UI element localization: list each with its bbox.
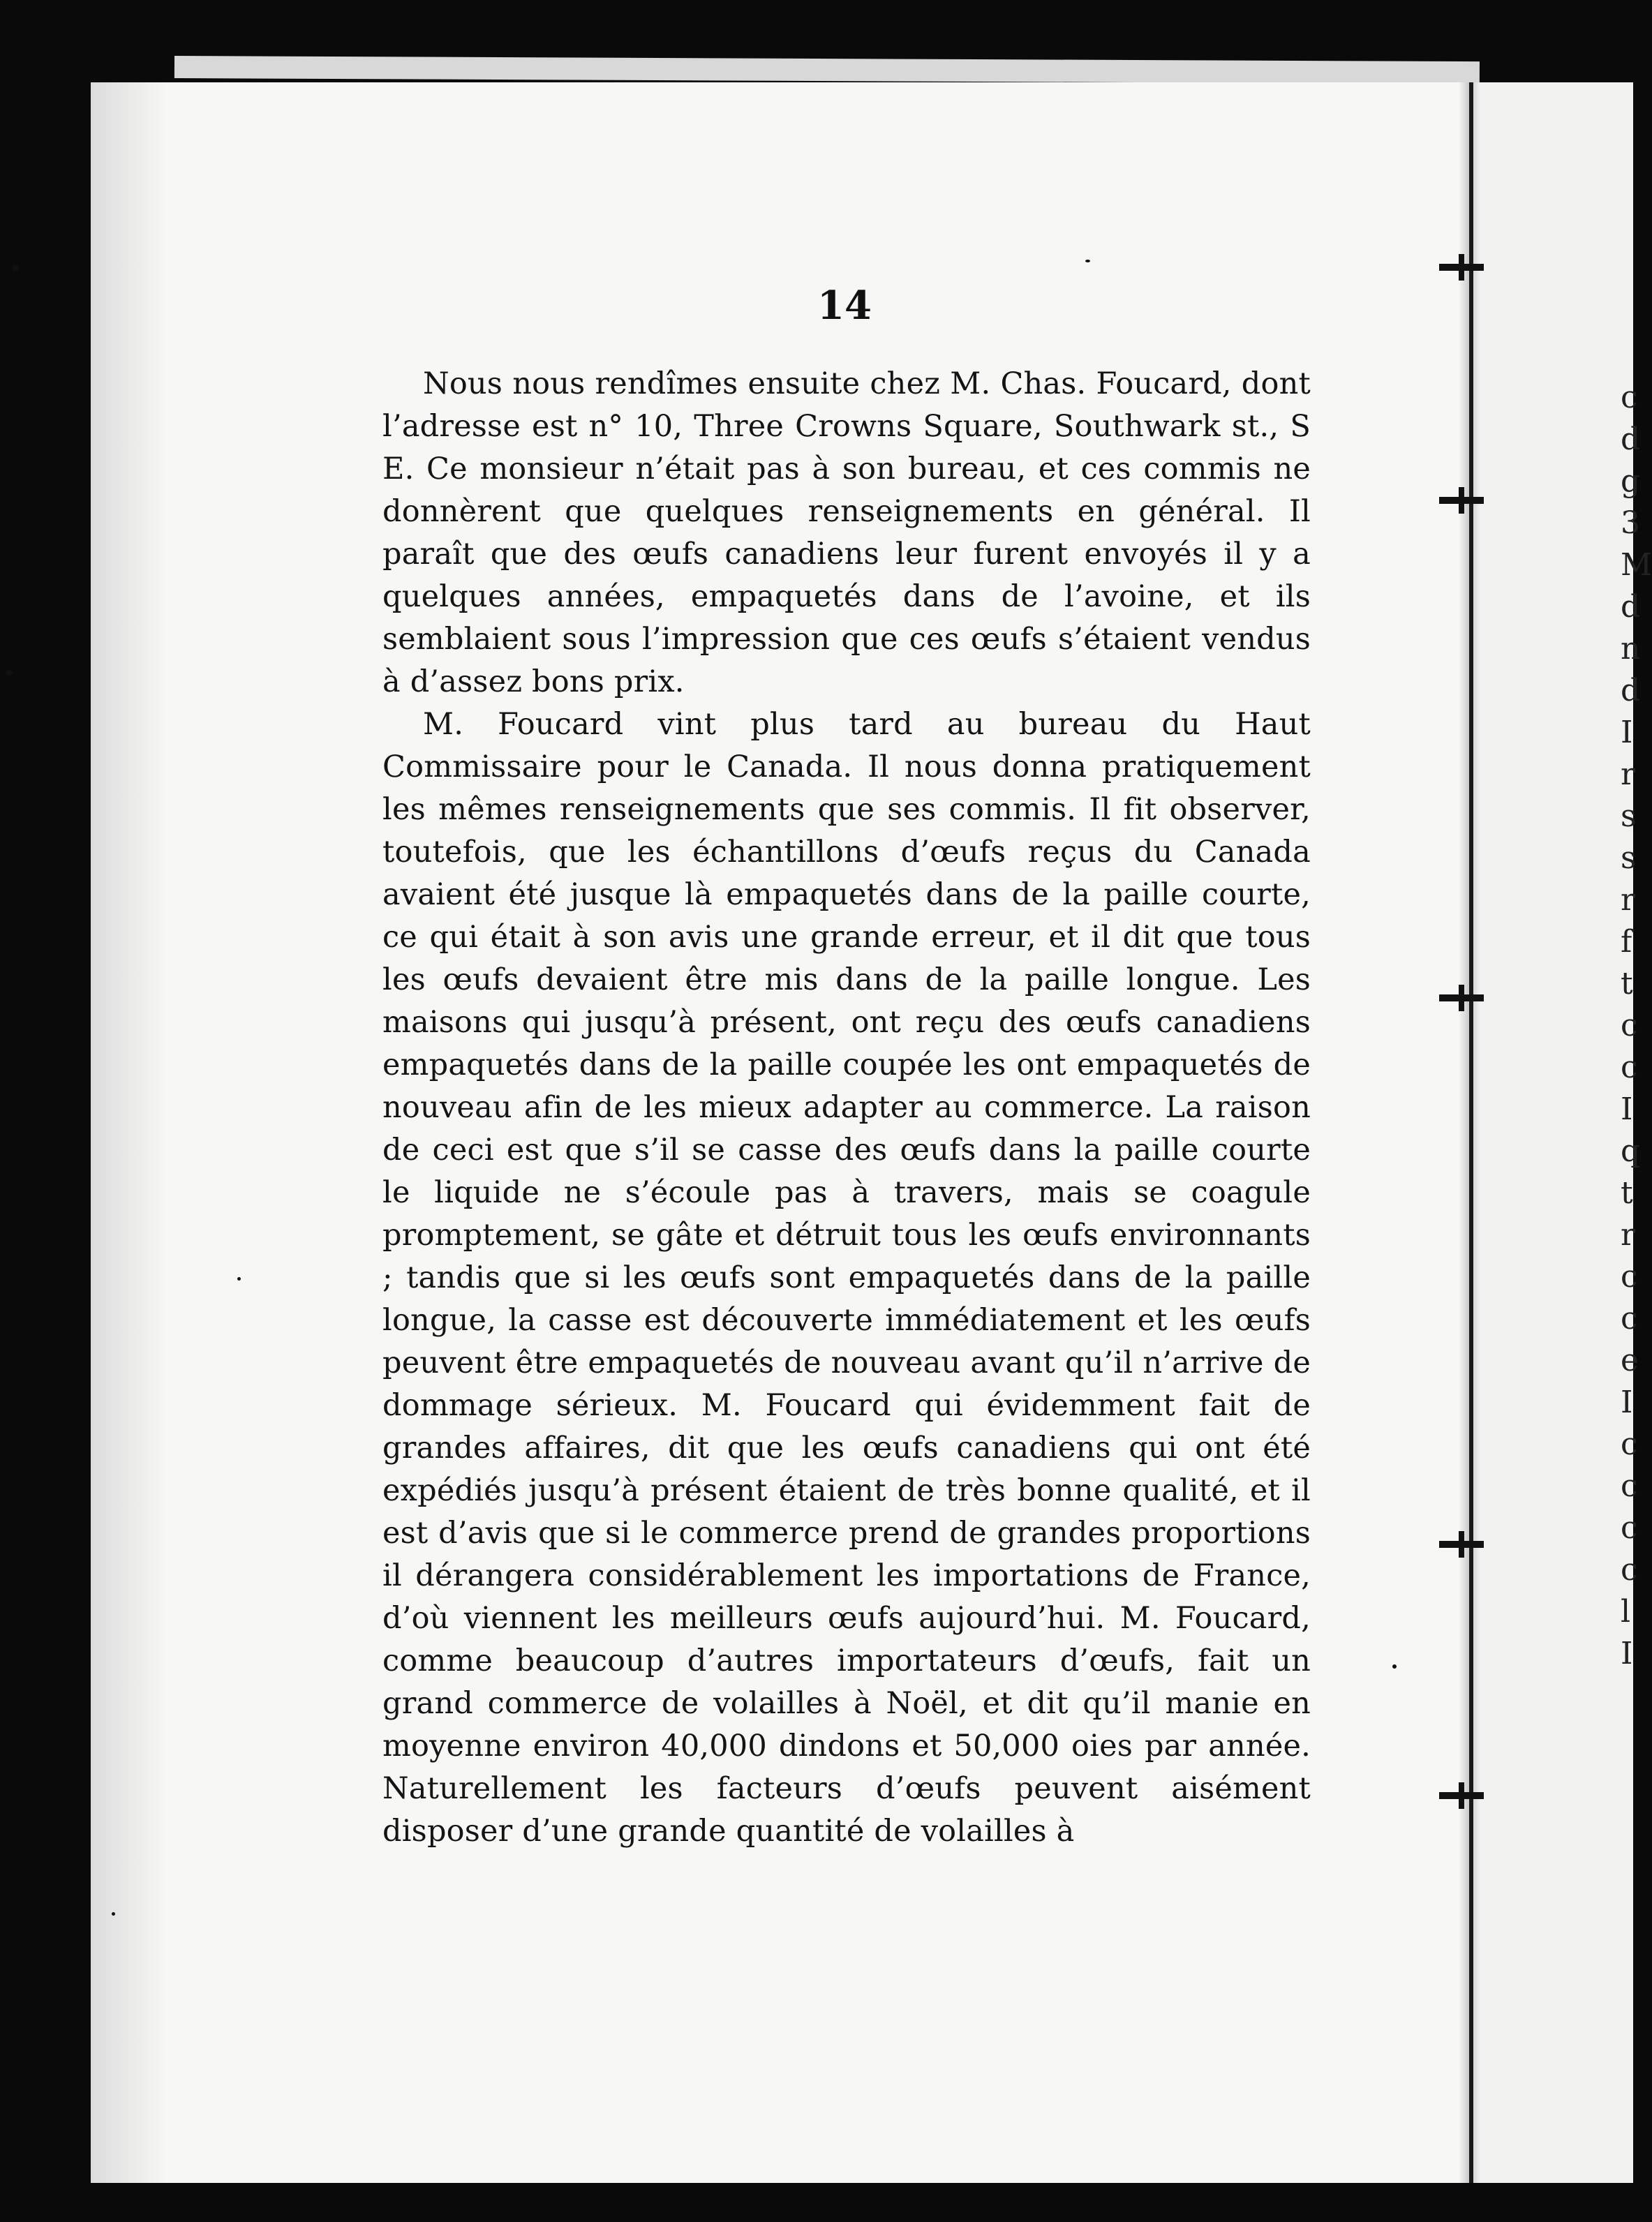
page-shadow [91, 82, 168, 2183]
binding-stitch [1439, 264, 1484, 271]
adjacent-page [1480, 82, 1633, 2183]
page-number: 14 [817, 283, 872, 329]
binding-stitch [1439, 1541, 1484, 1548]
binding-spine-line [1469, 82, 1473, 2183]
paragraph: Nous nous rendîmes ensuite chez M. Chas. Foucard, dont l’adresse est n° 10, Three Crowns Square, Southwark st., S E. Ce monsieur n’était pas à son bureau, et ces commis ne donnèrent que quelques renseignements en général. Il paraît que des œufs canadiens leur furent envoyés il y a quelques années, empaquetés dans de l’avoine, et ils semblaient sous l’impression que ces œufs s’étaient vendus à d’assez bons prix. [382, 366, 1311, 699]
binding-stitch [1439, 1792, 1484, 1799]
body-text [382, 363, 1311, 1853]
binding-stitch [1439, 497, 1484, 504]
scan-top-edge [174, 56, 1480, 84]
binding-stitch [1439, 994, 1484, 1001]
adjacent-page-edge-text: cdg3MdndIrssrftcc IqtrcceIc ccc l I [1621, 380, 1652, 1671]
paragraph: M. Foucard vint plus tard au bureau du Haut Commissaire pour le Canada. Il nous donna pratiquement les mêmes renseignements que ses commis. Il fit observer, toutefois, que les échantillons d’œufs reçus du Canada avaient été jusque là empaquetés dans de la paille courte, ce qui était à son avis une grande erreur, et il dit que tous les œufs devaient être mis dans de la paille longue. Les maisons qui jusqu’à présent, ont reçu des œufs canadiens empaquetés dans de la paille coupée les ont empaquetés de nouveau afin de les mieux adapter au commerce. La raison de ceci est que s’il se casse des œufs dans la paille courte le liquide ne s’écoule pas à travers, mais se coagule promptement, se gâte et détruit tous les œufs environnants ; tandis que si les œufs sont empaquetés dans de la paille longue, la casse est découverte immédiatement et les œufs peuvent être empaquetés de nouveau avant qu’il n’arrive de dommage sérieux. M. Foucard qui évidemment fait de grandes affaires, dit que les œufs canadiens qui ont été expédiés jusqu’à présent étaient de très bonne qualité, et il est d’avis que si le commerce prend de grandes proportions il dérangera considérablement les importations de France, d’où viennent les meilleurs œufs aujourd’hui. M. Foucard, comme beaucoup d’autres importateurs d’œufs, fait un grand commerce de volailles à Noël, et dit qu’il manie en moyenne environ 40,000 dindons et 50,000 oies par année. Naturellement les facteurs d’œufs peuvent aisément disposer d’une grande quantité de volailles à [382, 707, 1311, 1849]
